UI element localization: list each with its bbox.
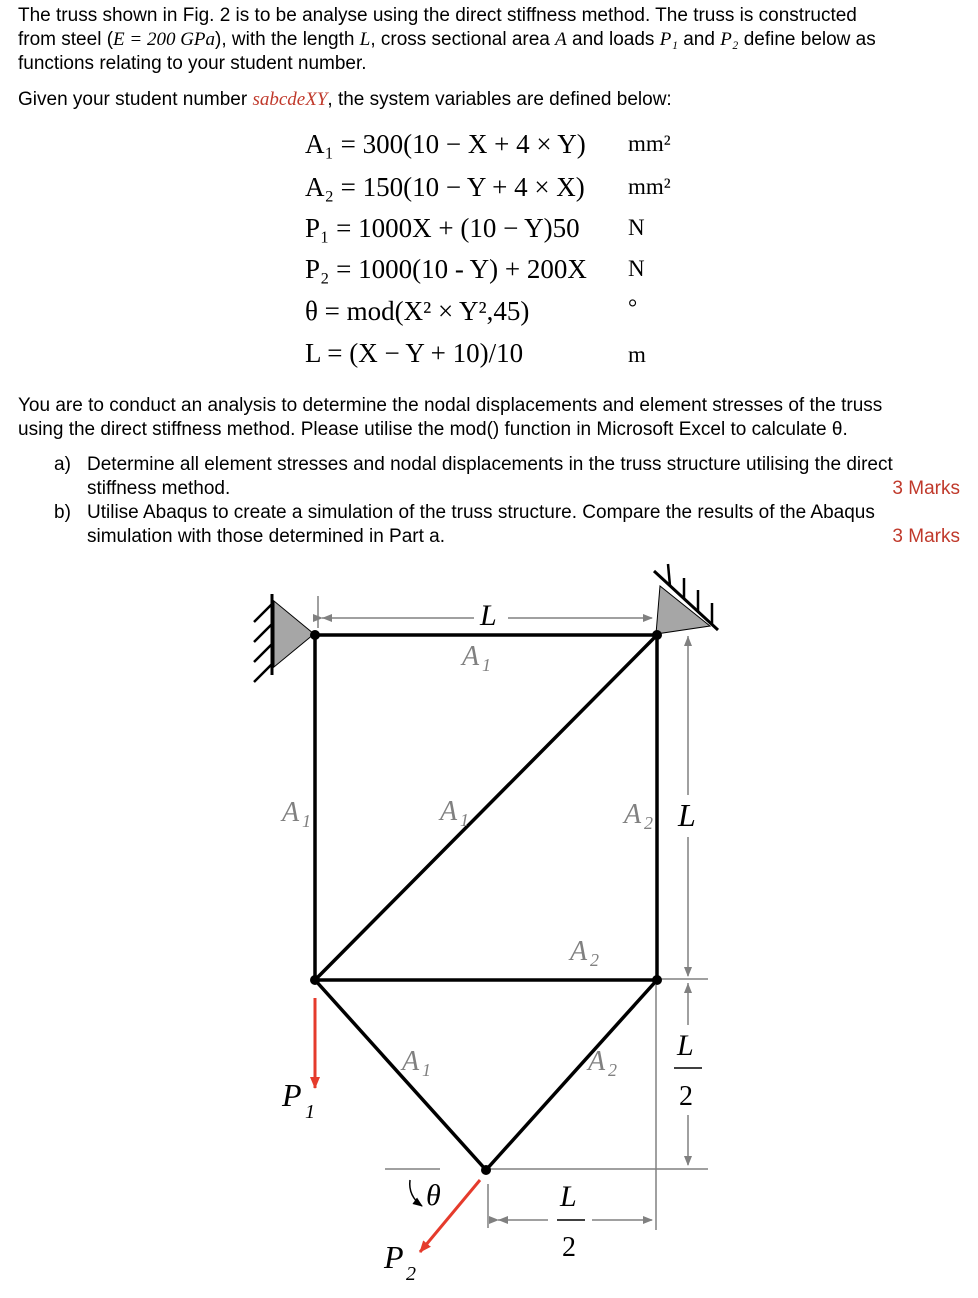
question-a-label: a) (54, 454, 71, 475)
node-mid-right (652, 975, 662, 985)
question-b-label: b) (54, 502, 71, 523)
label-L-right: L (678, 797, 696, 833)
label-A1-top-sub: 1 (482, 655, 491, 675)
label-L-top: L (480, 599, 497, 632)
question-b-line-2: simulation with those determined in Part a. (87, 526, 446, 547)
label-theta: θ (426, 1179, 441, 1212)
left-pin-support (254, 594, 314, 682)
conduct-line-1: You are to conduct an analysis to determine the nodal displacements and element stresses of the truss (18, 395, 883, 416)
equation-a1: A₁ = 300(10 − X + 4 × Y) (305, 129, 586, 159)
truss-nodes (310, 630, 662, 1175)
truss-members (315, 635, 657, 1170)
label-A2-lower-sub: 2 (608, 1060, 617, 1080)
unit-p2: N (628, 256, 645, 281)
label-P2: P (384, 1239, 404, 1275)
label-L2-bottom-num: L (560, 1180, 577, 1213)
member-lower-right (486, 980, 657, 1170)
label-P1-sub: 1 (305, 1101, 315, 1123)
label-A2-right-sub: 2 (644, 813, 653, 833)
label-A1-lower-sub: 1 (422, 1060, 431, 1080)
student-number: sabcdeXY (252, 89, 328, 110)
question-b-marks: 3 Marks (892, 526, 960, 547)
unit-a2: mm² (628, 174, 671, 199)
unit-theta: ° (628, 295, 638, 320)
node-bottom (481, 1165, 491, 1175)
label-L2-right-den: 2 (679, 1081, 693, 1112)
label-A1-top: A (462, 641, 480, 672)
given-line: Given your student number sabcdeXY, the system variables are defined below: (18, 89, 672, 110)
label-P2-sub: 2 (406, 1263, 416, 1285)
member-diagonal (315, 635, 657, 980)
node-top-left (310, 630, 320, 640)
right-pin-support (654, 564, 718, 634)
equation-length: L = (X − Y + 10)/10 (305, 338, 524, 368)
member-lower-left (315, 980, 486, 1170)
label-L2-bottom-den: 2 (562, 1232, 576, 1263)
node-mid-left (310, 975, 320, 985)
question-a-line-1: Determine all element stresses and nodal displacements in the truss structure utilising the direct (87, 454, 893, 475)
equation-p1: P₁ = 1000X + (10 − Y)50 (305, 213, 580, 243)
label-A2-lower: A (588, 1046, 606, 1077)
conduct-line-2: using the direct stiffness method. Please utilise the mod() function in Microsoft Excel to calculate θ. (18, 419, 848, 440)
intro-line-3: functions relating to your student number. (18, 53, 367, 74)
label-P1: P (282, 1077, 302, 1113)
label-A1-left: A (282, 797, 300, 828)
equation-p2: P₂ = 1000(10 - Y) + 200X (305, 254, 587, 284)
node-top-right (652, 630, 662, 640)
label-A1-diag: A (440, 796, 458, 827)
question-a-line-2: stiffness method. (87, 478, 231, 499)
label-A2-right: A (624, 799, 642, 830)
unit-a1: mm² (628, 131, 671, 156)
label-A1-left-sub: 1 (302, 811, 311, 831)
unit-p1: N (628, 215, 645, 240)
equation-theta: θ = mod(X² × Y²,45) (305, 296, 530, 326)
theta-arc (410, 1180, 422, 1206)
label-A1-lower: A (402, 1046, 420, 1077)
label-L2-right-num: L (677, 1029, 694, 1062)
intro-line-1: The truss shown in Fig. 2 is to be analyse using the direct stiffness method. The truss is constructed (18, 5, 857, 26)
dimension-lines (318, 596, 708, 1230)
label-A2-mid: A (570, 936, 588, 967)
equation-a2: A₂ = 150(10 − Y + 4 × X) (305, 172, 585, 202)
question-a-marks: 3 Marks (892, 478, 960, 499)
label-A1-diag-sub: 1 (460, 810, 469, 830)
question-b-line-1: Utilise Abaqus to create a simulation of the truss structure. Compare the results of the Abaqus (87, 502, 875, 523)
label-A2-mid-sub: 2 (590, 950, 599, 970)
unit-length: m (628, 342, 646, 367)
intro-line-2: from steel (E = 200 GPa), with the length L, cross sectional area A and loads P₁ and P₂ define below as (18, 29, 876, 50)
